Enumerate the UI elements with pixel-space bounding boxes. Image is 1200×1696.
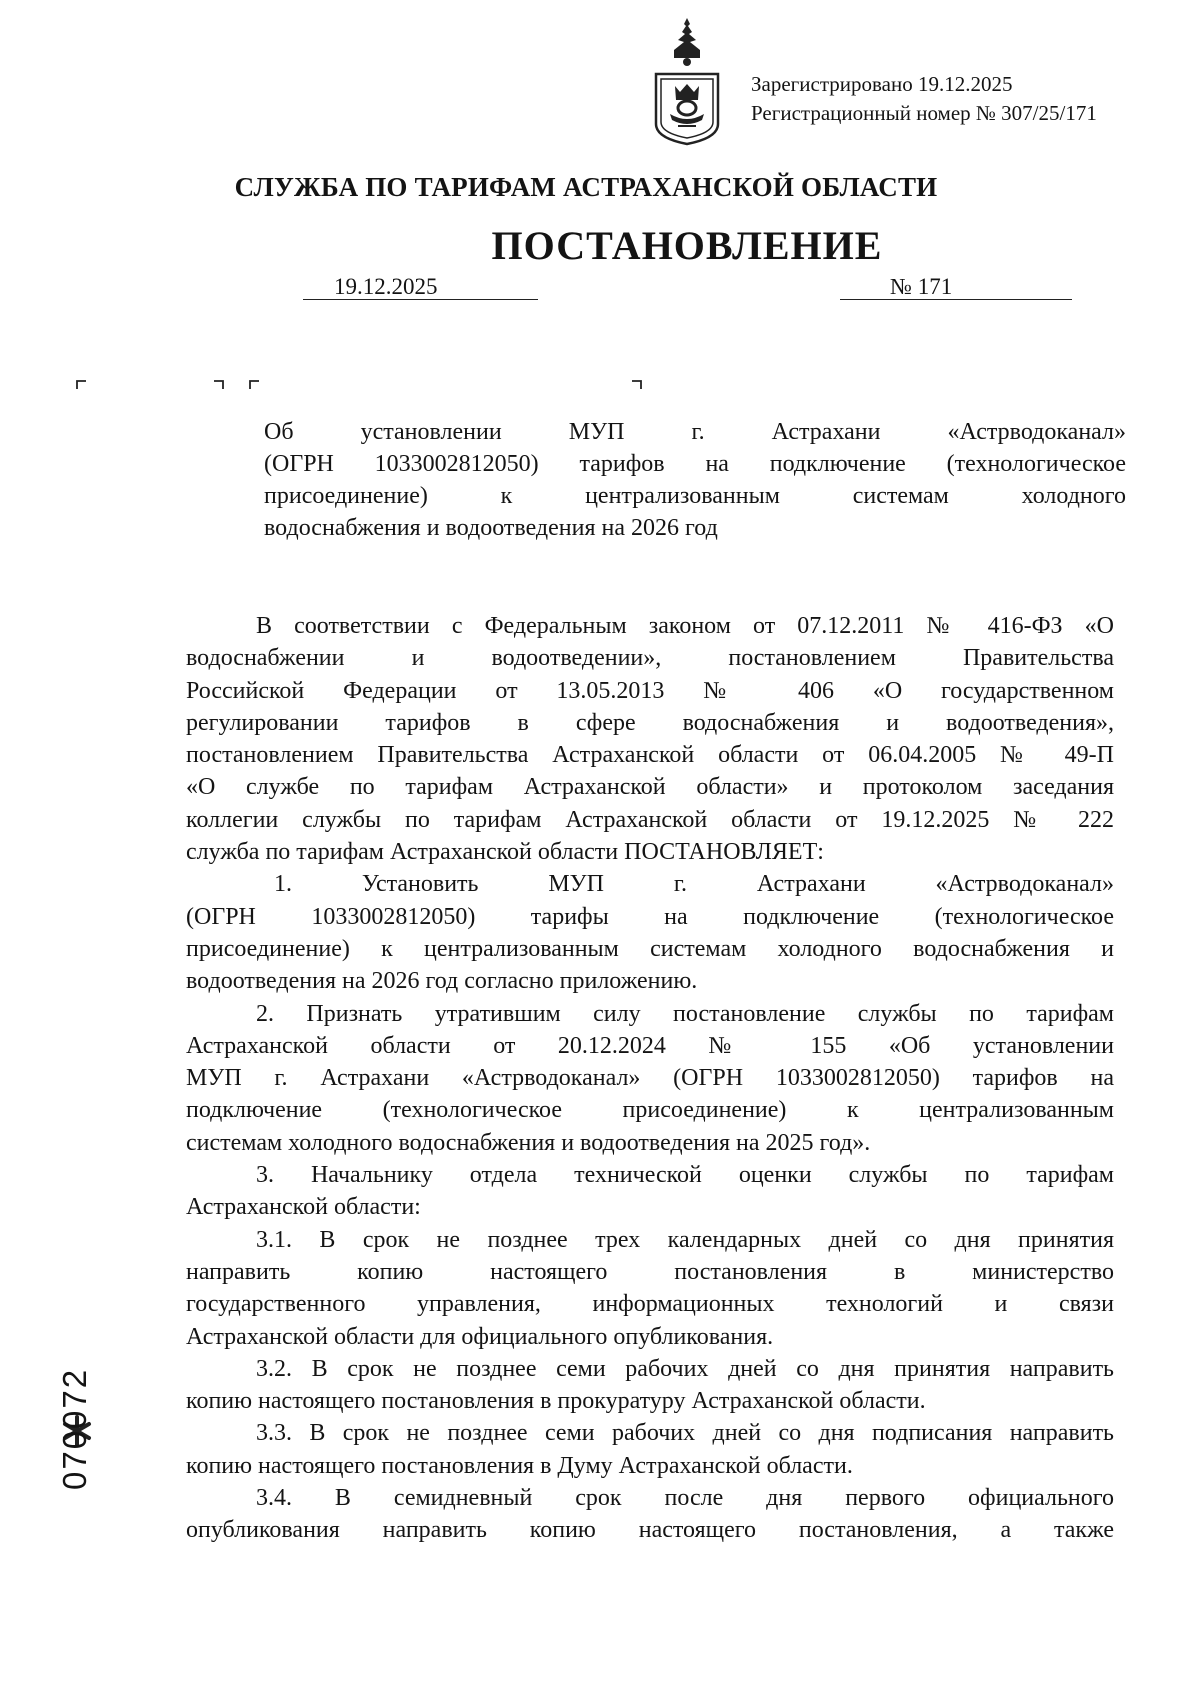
subject-line: Об установлении МУП г. Астрахани «Астрводоканал» <box>264 419 1126 445</box>
agency-name: СЛУЖБА ПО ТАРИФАМ АСТРАХАНСКОЙ ОБЛАСТИ <box>234 172 938 202</box>
document-date: 19.12.2025 <box>303 275 538 300</box>
text-line: государственного управления, информационных технологий и связи <box>186 1291 1114 1318</box>
text-line: системам холодного водоснабжения и водоотведения на 2025 год». <box>186 1129 871 1156</box>
text-line: копию настоящего постановления в прокуратуру Астраханской области. <box>186 1388 926 1415</box>
text-line: 3.3. В срок не позднее семи рабочих дней со дня подписания направить <box>256 1420 1114 1447</box>
text-line: Астраханской области от 20.12.2024 № 155 «Об установлении <box>186 1032 1114 1059</box>
text-line: водоснабжении и водоотведении», постановлением Правительства <box>186 645 1114 672</box>
text-line: регулировании тарифов в сфере водоснабжения и водоотведения», <box>186 709 1114 736</box>
item-3-2-paragraph <box>186 1353 1114 1418</box>
subject-corner-brackets <box>0 0 1200 420</box>
text-line: 2. Признать утратившим силу постановление службы по тарифам <box>256 1000 1114 1027</box>
text-line: 3.4. В семидневный срок после дня первого официального <box>256 1485 1114 1512</box>
subject-line: присоединение) к централизованным системам холодного <box>264 483 1126 509</box>
side-document-number: 070072 <box>56 1367 93 1490</box>
text-line: направить копию настоящего постановления в министерство <box>186 1258 1114 1285</box>
text-line: служба по тарифам Астраханской области ПОСТАНОВЛЯЕТ: <box>186 839 824 866</box>
text-line: МУП г. Астрахани «Астрводоканал» (ОГРН 1033002812050) тарифов на <box>186 1065 1114 1092</box>
item-3-4-paragraph <box>186 1482 1114 1547</box>
document-type-title: ПОСТАНОВЛЕНИЕ <box>491 223 883 268</box>
text-line: (ОГРН 1033002812050) тарифы на подключение (технологическое <box>186 903 1114 930</box>
text-line: постановлением Правительства Астраханской области от 06.04.2005 № 49-П <box>186 742 1114 769</box>
text-line: копию настоящего постановления в Думу Астраханской области. <box>186 1452 853 1479</box>
registration-date: Зарегистрировано 19.12.2025 <box>751 72 1013 96</box>
text-line: присоединение) к централизованным системам холодного водоснабжения и <box>186 935 1114 962</box>
text-line: подключение (технологическое присоединение) к централизованным <box>186 1097 1114 1124</box>
text-line: 1. Установить МУП г. Астрахани «Астрводоканал» <box>274 871 1114 898</box>
item-1-paragraph <box>186 868 1114 997</box>
item-3-3-paragraph <box>186 1417 1114 1482</box>
document-subject <box>264 416 1126 544</box>
document-number: № 171 <box>840 275 1072 300</box>
document-body <box>186 610 1114 1547</box>
text-line: Астраханской области для официального опубликования. <box>186 1323 774 1350</box>
text-line: В соответствии с Федеральным законом от 07.12.2011 № 416-ФЗ «О <box>256 613 1114 639</box>
item-2-paragraph <box>186 998 1114 1159</box>
subject-line: (ОГРН 1033002812050) тарифов на подключение (технологическое <box>264 451 1126 477</box>
text-line: коллегии службы по тарифам Астраханской области от 19.12.2025 № 222 <box>186 806 1114 833</box>
registration-number: Регистрационный номер № 307/25/171 <box>751 101 1097 125</box>
item-3-paragraph <box>186 1159 1114 1224</box>
text-line: «О службе по тарифам Астраханской области» и протоколом заседания <box>186 774 1114 801</box>
preamble-paragraph <box>186 610 1114 868</box>
text-line: Российской Федерации от 13.05.2013 № 406 «О государственном <box>186 677 1114 704</box>
text-line: Астраханской области: <box>186 1194 421 1221</box>
text-line: 3. Начальнику отдела технической оценки службы по тарифам <box>256 1162 1114 1189</box>
text-line: опубликования направить копию настоящего постановления, а также <box>186 1517 1114 1544</box>
subject-line: водоснабжения и водоотведения на 2026 год <box>264 515 718 541</box>
text-line: водоотведения на 2026 год согласно приложению. <box>186 968 698 995</box>
text-line: 3.2. В срок не позднее семи рабочих дней со дня принятия направить <box>256 1355 1114 1382</box>
text-line: 3.1. В срок не позднее трех календарных дней со дня принятия <box>256 1226 1114 1253</box>
item-3-1-paragraph <box>186 1224 1114 1353</box>
